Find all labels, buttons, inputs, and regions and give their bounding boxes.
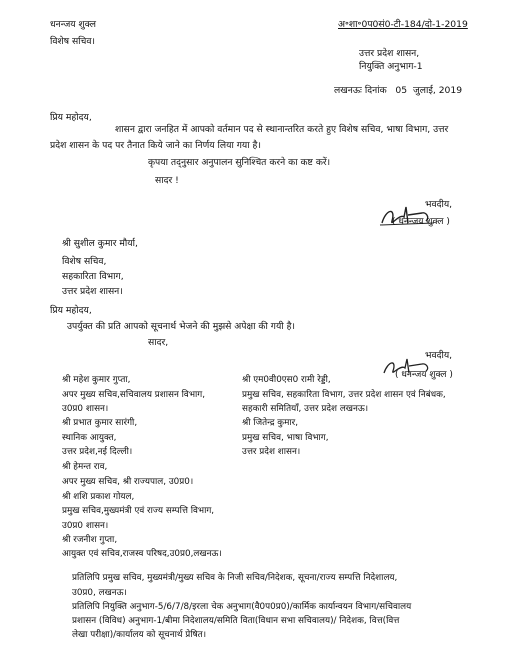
sender-title: विशेष सचिव। [50, 36, 95, 47]
yours-faithfully-2: भवदीय, [425, 350, 453, 361]
copy-left-line: उत्तर प्रदेश,नई दिल्ली। [62, 447, 133, 457]
section-name: नियुक्ति अनुभाग-1 [359, 61, 423, 72]
closing: सादर ! [155, 175, 179, 186]
recipient-government: उत्तर प्रदेश शासन। [62, 286, 123, 297]
copy-left-line: स्थानिक आयुक्त, [62, 433, 117, 443]
closing-2: सादर, [148, 337, 169, 348]
copy-left-line: श्री रजनीश गुप्ता, [62, 535, 118, 545]
copy-para-2-end: लेखा परीक्षा)/कार्यालय को सूचनार्थ प्रेषित। [72, 630, 207, 640]
recipient-department: सहकारिता विभाग, [62, 271, 124, 282]
copy-right-line: प्रमुख सचिव, सहकारिता विभाग, उत्तर प्रदेश शासन एवं निबंधक, [242, 390, 446, 400]
body-line-1: शासन द्वारा जनहित में आपको वर्तमान पद से स्थानान्तरित करते हुए विशेष सचिव, भाषा विभाग, उत्तर [115, 124, 449, 135]
copy-para-2: प्रतिलिपि नियुक्ति अनुभाग-5/6/7/8/इरला चेक अनुभाग(वै0प0प्र0)/कार्मिक कार्यान्वयन विभाग/सचिवालय [72, 602, 412, 612]
copy-para-1-cont: उ0प्र0, लखनऊ। [72, 588, 127, 598]
signatory-name: ( धनन्जय शुक्ल ) [392, 217, 450, 227]
recipient-designation: विशेष सचिव, [62, 256, 107, 267]
recipient-name: श्री सुशील कुमार मौर्या, [62, 238, 138, 249]
copy-left-line: श्री शशि प्रकाश गोयल, [62, 492, 135, 502]
department-name: उत्तर प्रदेश शासन, [359, 48, 420, 59]
reference-number: अ॰शा॰0प0सं0-टी-184/दो-1-2019 [338, 19, 468, 30]
salutation: प्रिय महोदय, [50, 112, 92, 123]
copy-left-line: उ0प्र0 शासन। [62, 404, 109, 414]
copy-left-line: श्री प्रभात कुमार सारंगी, [62, 418, 138, 428]
copy-left-line: प्रमुख सचिव,मुख्यमंत्री एवं राज्य सम्पत्ति विभाग, [62, 506, 215, 516]
copy-right-line: उत्तर प्रदेश शासन। [242, 447, 301, 457]
copy-left-line: अपर मुख्य सचिव,सचिवालय प्रशासन विभाग, [62, 390, 206, 400]
body-line-2: प्रदेश शासन के पद पर तैनात किये जाने का निर्णय लिया गया है। [50, 140, 261, 151]
yours-faithfully: भवदीय, [425, 199, 453, 210]
copy-right-line: प्रमुख सचिव, भाषा विभाग, [242, 433, 329, 443]
body-line-3: कृपया तद्नुसार अनुपालन सुनिश्चित करने का कष्ट करें। [148, 157, 331, 168]
date-label: लखनऊः दिनांक [334, 85, 387, 96]
date-month-year: जुलाई, 2019 [412, 85, 463, 96]
copy-para-1: प्रतिलिपि प्रमुख सचिव, मुख्यमंत्री/मुख्य सचिव के निजी सचिव/निदेशक, सूचना/राज्य सम्पत्ति निदेशालय, [72, 573, 398, 583]
copy-left-line: अपर मुख्य सचिव, श्री राज्यपाल, उ0प्र0। [62, 477, 194, 487]
copy-para-2-cont: प्रशासन (विविध) अनुभाग-1/बीमा निदेशालय/समिति विता(विधान सभा सचिवालय)/ निदेशक, वित्त(वित्त [72, 616, 400, 626]
forward-line: उपर्युक्त की प्रति आपको सूचनार्थ भेजने की मुझसे अपेक्षा की गयी है। [67, 321, 295, 332]
copy-left-line: उ0प्र0 शासन। [62, 521, 109, 531]
copy-right-line: सहकारी समितियाँ, उत्तर प्रदेश लखनऊ। [242, 404, 369, 414]
copy-right-line: श्री एम0वी0एस0 रामी रेड्डी, [242, 375, 331, 385]
sender-name: धनन्जय शुक्ल [50, 19, 97, 30]
copy-right-line: श्री जितेन्द्र कुमार, [242, 418, 298, 428]
signatory-name-2: ( धनन्जय शुक्ल ) [395, 370, 453, 380]
date-day: 05 [395, 85, 408, 96]
date-line [334, 85, 462, 96]
salutation-2: प्रिय महोदय, [50, 305, 92, 316]
copy-left-line: श्री हेमन्त राव, [62, 462, 108, 472]
copy-left-line: श्री महेश कुमार गुप्ता, [62, 375, 131, 385]
copy-left-line: आयुक्त एवं सचिव,राजस्व परिषद,उ0प्र0,लखनऊ। [62, 549, 222, 559]
